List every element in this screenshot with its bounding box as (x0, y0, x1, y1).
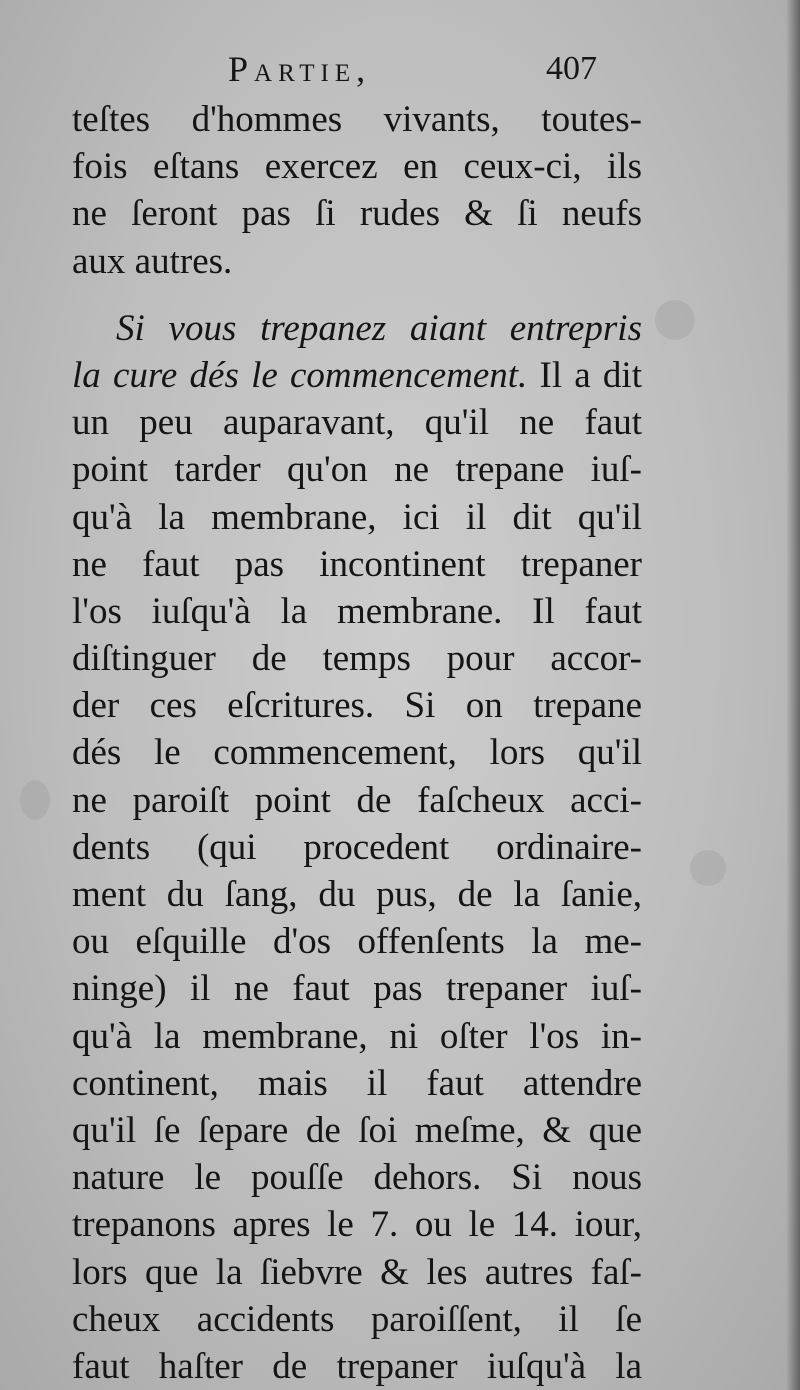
text-line: nature le pouſſe dehors. Si nous (72, 1157, 642, 1199)
text-line: l'os iuſqu'à la membrane. Il faut (72, 590, 642, 632)
text-line: un peu auparavant, qu'il ne faut (72, 402, 642, 444)
text-line (72, 352, 642, 399)
text-line: faut haſter de trepaner iuſqu'à la (72, 1345, 642, 1387)
text-line: qu'à la membrane, ici il dit qu'il (72, 496, 642, 538)
italic-phrase: la cure dés le commencement. (72, 354, 528, 396)
text-line: lors que la ſiebvre & les autres faſ- (72, 1251, 642, 1293)
text-line: point tarder qu'on ne trepane iuſ- (72, 449, 642, 491)
running-head: Partie, (228, 49, 372, 89)
text-line: dents (qui procedent ordinaire- (72, 826, 642, 868)
paper-stain (20, 780, 50, 820)
text-line: continent, mais il faut attendre (72, 1062, 642, 1104)
text-line: ne paroiſt point de faſcheux acci- (72, 779, 642, 821)
text-line: trepanons apres le 7. ou le 14. iour, (72, 1204, 642, 1246)
text-line: der ces eſcritures. Si on trepane (72, 685, 642, 727)
text-line: qu'il ſe ſepare de ſoi meſme, & que (72, 1109, 642, 1151)
text-line: aux autres. (72, 240, 233, 282)
paper-stain (690, 850, 726, 886)
text-line: dés le commencement, lors qu'il (72, 732, 642, 774)
text-line: qu'à la membrane, ni oſter l'os in- (72, 1015, 642, 1057)
text-line: fois eſtans exercez en ceux-ci, ils (72, 146, 642, 188)
text-line: Si vous trepanez aiant entrepris (116, 307, 642, 349)
page-edge-shadow (786, 0, 800, 1390)
text-line: ninge) il ne faut pas trepaner iuſ- (72, 968, 642, 1010)
text-line: ou eſquille d'os offenſents la me- (72, 921, 642, 963)
text-line: ment du ſang, du pus, de la ſanie, (72, 874, 642, 915)
roman-phrase: Il a dit (539, 354, 642, 396)
text-line: ne ſeront pas ſi rudes & ſi neufs (72, 193, 642, 235)
text-line: cheux accidents paroiſſent, il ſe (72, 1298, 642, 1340)
paragraph-gap (72, 285, 642, 305)
page-header (0, 48, 800, 98)
body-text (72, 96, 642, 1390)
page-number: 407 (546, 50, 597, 87)
paper-stain (655, 300, 695, 340)
text-line: teſtes d'hommes vivants, toutes- (72, 99, 642, 140)
text-line: diſtinguer de temps pour accor- (72, 638, 642, 680)
text-line: ne faut pas incontinent trepaner (72, 543, 642, 585)
